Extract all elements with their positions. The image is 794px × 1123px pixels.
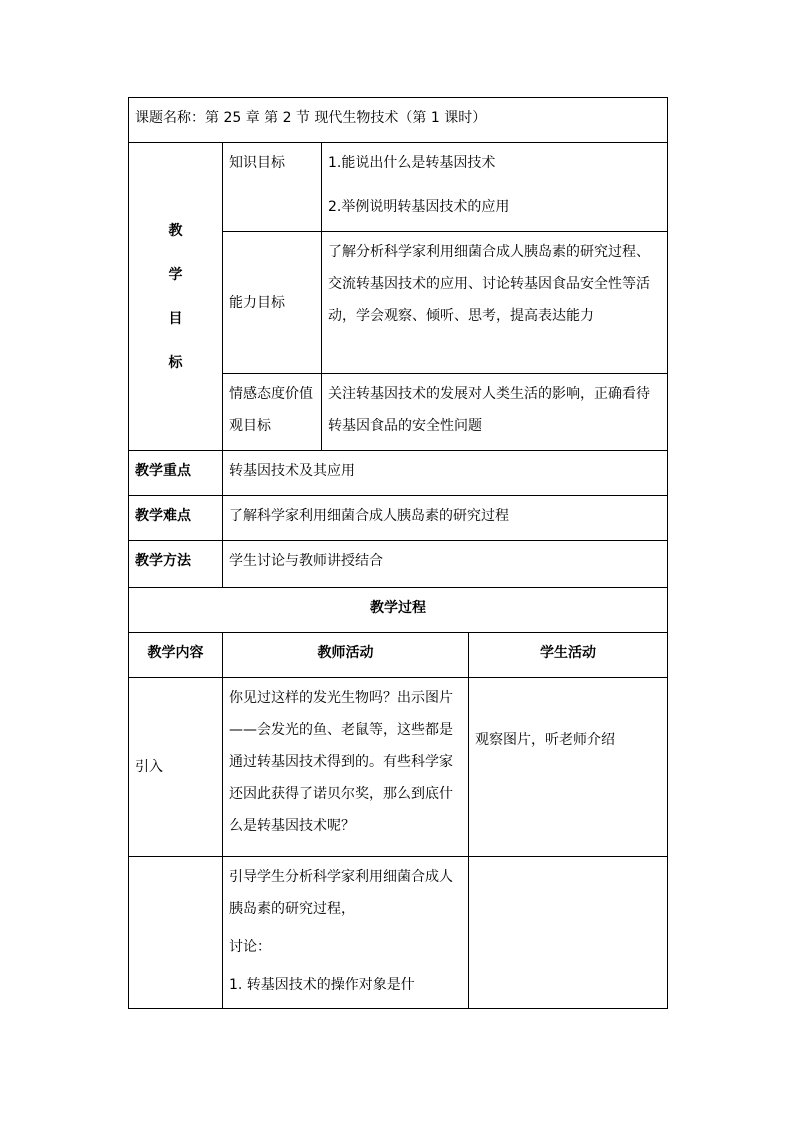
key-point-value: 转基因技术及其应用 (223, 451, 668, 496)
objective-row-knowledge (129, 143, 668, 232)
knowledge-items (322, 143, 668, 232)
row-student-activity: 观察图片，听老师介绍 (469, 678, 668, 857)
lesson-plan-page (128, 97, 667, 1009)
emotion-text: 关注转基因技术的发展对人类生活的影响，正确看待转基因食品的安全性问题 (322, 374, 668, 451)
process-columns-row (129, 633, 668, 678)
difficulty-row (129, 496, 668, 541)
title-row (129, 98, 668, 143)
ability-text: 了解分析科学家利用细菌合成人胰岛素的研究过程、交流转基因技术的应用、讨论转基因食品安全性等活动，学会观察、倾听、思考，提高表达能力 (322, 232, 668, 374)
objectives-label-char: 目 (168, 310, 183, 327)
key-point-row (129, 451, 668, 496)
knowledge-item: 1.能说出什么是转基因技术 (328, 155, 496, 171)
difficulty-label: 教学难点 (129, 496, 223, 541)
knowledge-item: 2.举例说明转基因技术的应用 (328, 199, 510, 215)
course-title: 课题名称：第 25 章 第 2 节 现代生物技术（第 1 课时） (129, 98, 668, 143)
method-value: 学生讨论与教师讲授结合 (223, 541, 668, 588)
row-content (129, 857, 223, 1009)
teacher-line: 引导学生分析科学家利用细菌合成人胰岛素的研究过程， (229, 869, 453, 917)
method-label: 教学方法 (129, 541, 223, 588)
row-teacher-activity: 你见过这样的发光生物吗？出示图片——会发光的鱼、老鼠等，这些都是通过转基因技术得到的。有些科学家还因此获得了诺贝尔奖，那么到底什么是转基因技术呢？ (223, 678, 469, 857)
row-teacher-activity (223, 857, 469, 1009)
difficulty-value: 了解科学家利用细菌合成人胰岛素的研究过程 (223, 496, 668, 541)
teacher-line: 讨论： (229, 939, 271, 955)
teacher-line: 1. 转基因技术的操作对象是什 (229, 977, 415, 993)
row-student-activity (469, 857, 668, 1009)
process-heading-row (129, 588, 668, 633)
lesson-plan-table (128, 97, 668, 1009)
ability-label: 能力目标 (223, 232, 322, 374)
table-row (129, 857, 668, 1009)
objectives-label-char: 教 (168, 222, 183, 239)
table-row (129, 678, 668, 857)
row-content: 引入 (129, 678, 223, 857)
objectives-label-char: 标 (168, 354, 183, 371)
objectives-label-char: 学 (168, 266, 183, 283)
column-header-teacher: 教师活动 (223, 633, 469, 678)
column-header-content: 教学内容 (129, 633, 223, 678)
knowledge-label: 知识目标 (223, 143, 322, 232)
process-heading: 教学过程 (129, 588, 668, 633)
emotion-label: 情感态度价值观目标 (223, 374, 322, 451)
method-row (129, 541, 668, 588)
key-point-label: 教学重点 (129, 451, 223, 496)
column-header-student: 学生活动 (469, 633, 668, 678)
objectives-label (129, 143, 223, 451)
